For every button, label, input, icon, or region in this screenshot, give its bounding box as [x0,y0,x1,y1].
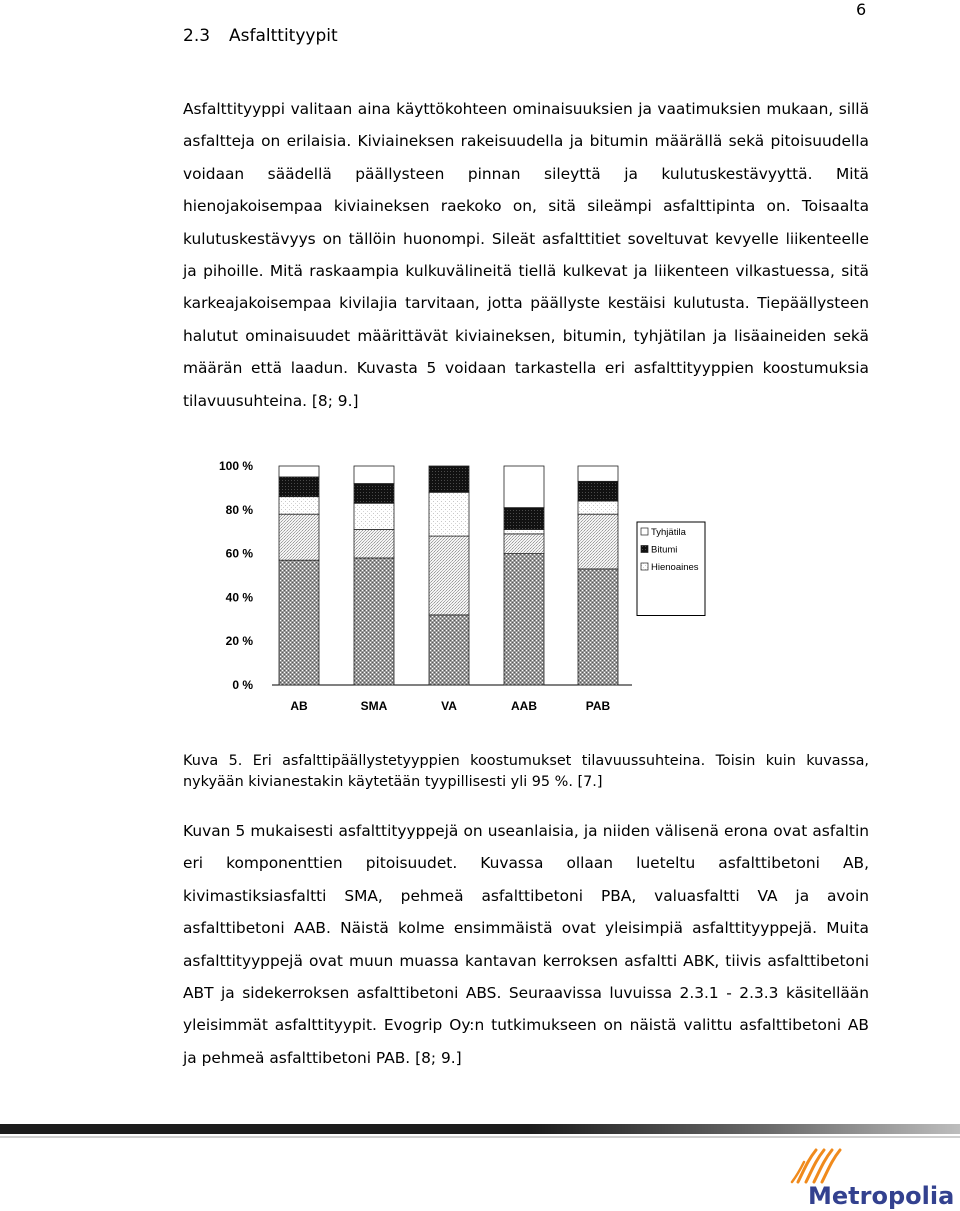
bar-segment-valillajite [279,514,319,560]
legend-label: Bitumi [651,544,678,556]
bar-segment-bitumi [578,481,618,501]
metropolia-logo [786,1140,955,1210]
bar-segment-hienoaines [578,501,618,514]
legend-swatch [641,546,648,553]
chart-bars [279,466,618,685]
bar-segment-tyhjatila [354,466,394,484]
legend-label: Hienoaines [651,562,699,573]
footer-rule [0,1124,960,1134]
x-tick-label: AAB [511,699,537,713]
bar-segment-karkea [504,554,544,685]
paragraph-intro: Asfalttityyppi valitaan aina käyttökohteen ominaisuuksien ja vaatimuksien mukaan, sillä asfaltteja on erilaisia. Kiviaineksen rakeisuudella ja bitumin määrällä sekä pitoisuudella voidaan säädellä päällysteen pinnan sileyttä ja kulutuskestävyyttä. Mitä hienojakoisempaa kiviaineksen raekoko on, sitä sileämpi asfalttipinta on. Toisaalta kulutuskestävyys on tällöin huonompi. Sileät asfalttitiet soveltuvat kevyelle liikenteelle ja pihoille. Mitä raskaampia kulkuvälineitä tiellä kulkevat ja liikenteen vilkastuessa, sitä karkeajakoisempaa kivilajia tarvitaan, jotta päällyste kestäisi kulutusta. Tiepäällysteen halutut ominaisuudet määrittävät kiviaineksen, bitumin, tyhjätilan ja lisäaineiden sekä määrän että laadun. Kuvasta 5 voidaan tarkastella eri asfalttityyppien koostumuksia tilavuusuhteina. [8; 9.] [183,100,869,410]
x-tick-label: AB [290,699,308,713]
y-tick-label: 100 % [218,459,253,473]
bar-segment-hienoaines [279,497,319,515]
bar-segment-hienoaines [354,503,394,529]
section-heading [183,26,338,46]
legend-swatch [641,563,648,570]
legend-swatch [641,528,648,535]
bar-segment-bitumi [429,466,469,492]
bar-segment-hienoaines [429,492,469,536]
bar-segment-valillajite [429,536,469,615]
bar-segment-karkea [354,558,394,685]
logo-text: Metropolia [808,1182,955,1210]
paragraph-types: Kuvan 5 mukaisesti asfalttityyppejä on useanlaisia, ja niiden välisenä erona ovat asfaltin eri komponenttien pitoisuudet. Kuvassa ollaan lueteltu asfalttibetoni AB, kivimastiksiasfaltti SMA, pehmeä asfalttibetoni PBA, valuasfaltti VA ja avoin asfalttibetoni AAB. Näistä kolme ensimmäistä ovat yleisimpiä asfalttityyppejä. Muita asfalttityyppejä ovat muun muassa kantavan kerroksen asfaltti ABK, tiivis asfalttibetoni ABT ja sidekerroksen asfalttibetoni ABS. Seuraavissa luvuissa 2.3.1 - 2.3.3 käsitellään yleisimmät asfalttityypit. Evogrip Oy:n tutkimukseen on näistä valittu asfalttibetoni AB ja pehmeä asfalttibetoni PAB. [8; 9.] [183,822,869,1067]
x-tick-label: PAB [585,699,611,713]
bar-segment-valillajite [354,530,394,558]
bar-segment-karkea [578,569,618,685]
y-tick-label: 0 % [232,678,253,692]
bar-segment-bitumi [279,477,319,497]
figure-caption: Kuva 5. Eri asfalttipäällystetyyppien koostumukset tilavuussuhteina. Toisin kuin kuvassa, nykyään kivianestakin käytetään tyypillisesti yli 95 %. [7.] [183,753,869,790]
x-tick-label: VA [441,699,457,713]
chart-legend [637,522,705,616]
bar-segment-tyhjatila [578,466,618,481]
bar-segment-valillajite [504,534,544,554]
bar-segment-bitumi [354,484,394,504]
y-tick-label: 60 % [225,546,253,561]
bar-segment-tyhjatila [279,466,319,477]
y-tick-label: 80 % [225,502,253,517]
metropolia-logo-icon [792,1150,840,1182]
bar-segment-tyhjatila [504,466,544,508]
y-tick-label: 20 % [225,634,253,649]
bar-segment-valillajite [578,514,618,569]
y-tick-label: 40 % [225,590,253,605]
bar-segment-bitumi [504,508,544,530]
section-number: 2.3 [183,26,211,46]
composition-chart [200,452,730,727]
section-title: Asfalttityypit [229,26,338,46]
bar-segment-karkea [429,615,469,685]
x-tick-label: SMA [360,699,388,713]
bar-segment-hienoaines [504,530,544,534]
bar-segment-karkea [279,560,319,685]
legend-label: Tyhjätila [651,527,686,538]
page-number: 6 [856,0,867,19]
footer-rule-thin [0,1136,960,1138]
